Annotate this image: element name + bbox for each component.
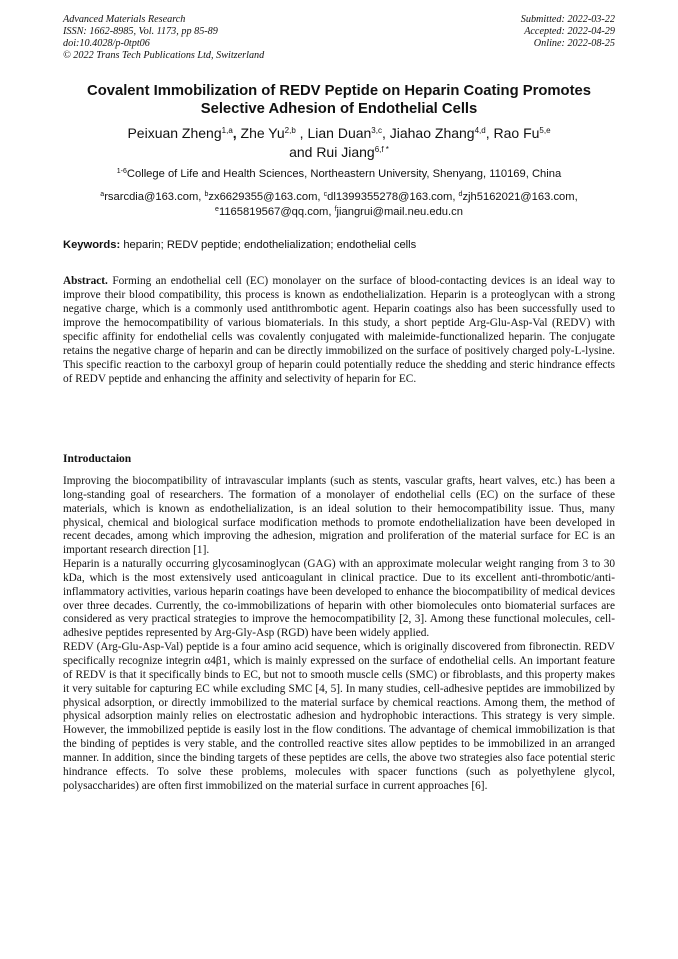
paragraph: Heparin is a naturally occurring glycosaminoglycan (GAG) with an approximate molecular weight ranging from 3 to 30 kDa, which is the most extensively used anticoagulant in clinical practice. Due to its excellent anti-thrombotic/anti-inflammatory activities, various heparin coatings have been developed to enhance the biocompatibility of medical devices over three decades. Currently, the co-immobilizations of heparin with other biomolecules onto biomaterial surfaces are considered as very practical strategies to improve the hemocompatibility [2, 3]. Among these functional molecules, cell-adhesive peptides represented by Arg-Gly-Asp (RGD) have been widely applied. [63, 558, 615, 640]
abstract-label: Abstract. [63, 275, 108, 287]
abstract [63, 275, 615, 387]
submitted-date: Submitted: 2022-03-22 [520, 14, 615, 25]
author-sup: 4,d [474, 126, 486, 135]
emails-line-2 [40, 205, 638, 220]
email-sup: c [323, 191, 328, 198]
journal-header [63, 14, 264, 62]
authors-line-1: Peixuan Zheng$^{1,a}$, Zhe Yu$^{2,b}$ , Lian Duan$^{3,c}$, Jiahao Zhang$^{4,d}$, Rao Fu$^{5,e}$ [127, 125, 551, 141]
emails-line-1 [40, 190, 638, 205]
keywords-text: heparin; REDV peptide; endothelialization; endothelial cells [123, 239, 417, 251]
email-sup: d [458, 191, 463, 198]
journal-name: Advanced Materials Research [63, 14, 186, 25]
author-sup: 2,b [284, 126, 296, 135]
title-line-1: Covalent Immobilization of REDV Peptide on Heparin Coating Promotes [87, 83, 591, 99]
email-sup: f [334, 205, 337, 213]
doi-line: doi:10.4028/p-0tpt06 [63, 38, 150, 49]
section-heading-introduction: Introductaion [63, 453, 132, 465]
dates-header [521, 14, 615, 50]
authors-line-2: and Rui Jiang$^{6,f *}$ [289, 144, 389, 160]
affiliation [40, 167, 638, 181]
author-name: Jiahao Zhang [389, 125, 475, 141]
paragraph: REDV (Arg-Glu-Asp-Val) peptide is a four amino acid sequence, which is originally discovered from fibronectin. REDV specifically recognize integrin α4β1, which is mainly expressed on the surface of endothelial cells. An important feature of REDV is that it specifically binds to EC, but not to smooth muscle cells (SMC) or fibroblasts, and this property makes it very suitable for capturing EC while excluding SMC [4, 5]. In many studies, cell-adhesive peptides are immobilized by physical adsorption, or directly immobilized to the material surface by chemical reactions. Among them, the method of physical adsorption mainly relies on electrostatic adhesion and hydrophobic interactions. This strategy is very simple. However, the immobilized peptide is easily lost in the flow conditions. The advantage of chemical immobilization is that the binding of peptides is very stable, and the controlled reactive sites allow peptides to be immobilized in an arranged manner. In addition, since the binding targets of these peptides are cells, the above two strategies also face potential steric hindrance effects. To solve these problems, molecules with spacer functions (such as polyethylene glycol, polysaccharides) are often first immobilized on the material surface in current approaches [6]. [63, 641, 615, 792]
keywords [63, 238, 615, 252]
author-list [40, 124, 638, 162]
affiliation-sup: 1-6 [116, 168, 127, 175]
email-address: rsarcdia@163.com, [104, 191, 202, 203]
email-address: dl1399355278@163.com, [327, 191, 456, 203]
author-name: Peixuan Zheng [127, 125, 222, 141]
paragraph: Improving the biocompatibility of intravascular implants (such as stents, vascular grafts, heart valves, etc.) has been a long-standing goal of researchers. The formation of a monolayer of endothelial cells (EC) on the surface of these materials, which is known as endothelialization, is an ideal solution to their hemocompatibility issue. Thus, many physical, chemical and biological surface modification methods to promote endothelialization have been developed in recent decades, among which improving the adhesion, migration and proliferation of the material surface for EC is an important research direction [1]. [63, 475, 615, 557]
keywords-label: Keywords: [63, 239, 121, 251]
email-sup: b [204, 191, 209, 198]
email-list [40, 190, 638, 219]
email-address: 1165819567@qq.com, [218, 205, 332, 218]
author-sup: 3,c [371, 126, 382, 135]
abstract-text: Forming an endothelial cell (EC) monolayer on the surface of blood-contacting devices is an ideal way to improve their blood compatibility, this process is known as endothelialization. Heparin is a proteoglycan with a strong negative charge, which is a commonly used antithrombotic agent. Heparin coatings also has been successfully used to improve the hemocompatibility of various biomaterials. In this study, a short peptide Arg-Glu-Asp-Val (REDV) with specific affinity for endothelial cells was covalently conjugated with maleimide-functionalized heparin. The conjugate retains the negative charge of heparin and can be directly immobilized on the surface of positively charged poly-L-lysine. This specific reaction to the carboxyl group of heparin could potentially reduce the shedding and steric hindrance effects of REDV peptide and enhancing the affinity and selectivity of heparin for EC. [63, 275, 615, 385]
copyright-line: © 2022 Trans Tech Publications Ltd, Switzerland [63, 50, 265, 61]
author-name: Rao Fu [493, 125, 540, 141]
affiliation-text: College of Life and Health Sciences, Northeastern University, Shenyang, 110169, China [126, 168, 562, 180]
email-sup: e [215, 205, 219, 213]
author-sup: 1,a [221, 126, 233, 135]
issn-line: ISSN: 1662-8985, Vol. 1173, pp 85-89 [63, 26, 218, 37]
paper-title [40, 82, 638, 118]
accepted-date: Accepted: 2022-04-29 [524, 26, 615, 37]
email-address: jiangrui@mail.neu.edu.cn [336, 205, 463, 218]
author-name: Lian Duan [307, 125, 372, 141]
author-name: Zhe Yu [240, 125, 285, 141]
title-line-2: Selective Adhesion of Endothelial Cells [200, 101, 478, 117]
introduction-body [63, 475, 615, 793]
email-sup: a [100, 191, 105, 198]
author-name: Rui Jiang [316, 144, 375, 160]
author-sup: 5,e [539, 126, 551, 135]
email-address: zx6629355@163.com, [208, 191, 321, 203]
online-date: Online: 2022-08-25 [533, 38, 615, 49]
author-sup: 6,f * [374, 145, 389, 154]
email-address: zjh5162021@163.com, [462, 191, 578, 203]
